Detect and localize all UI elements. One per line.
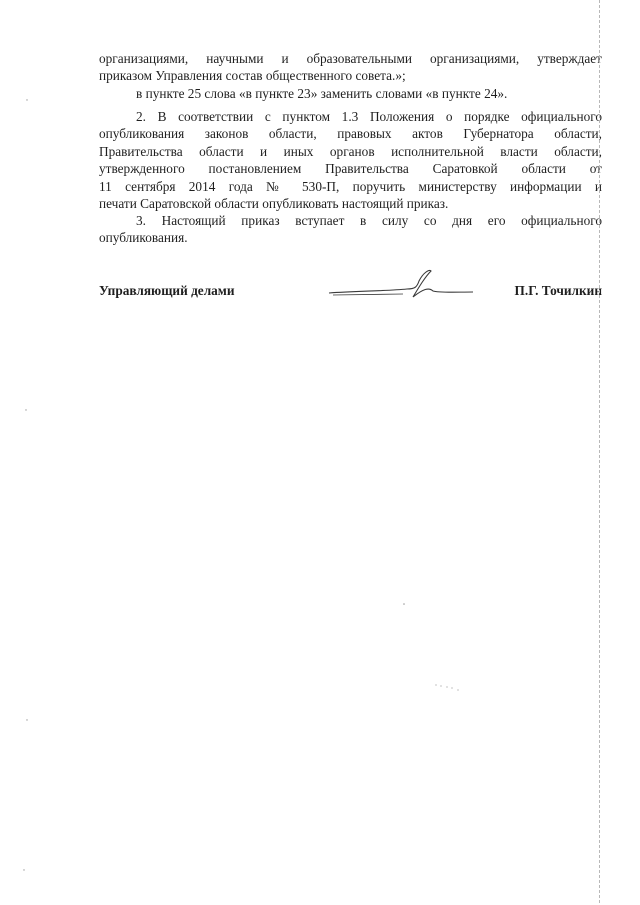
text-line: приказом Управления состав общественного совета.»;: [99, 68, 406, 84]
text-line: 3. Настоящий приказ вступает в силу со дня его официального: [136, 213, 602, 228]
text-line: опубликования законов области, правовых актов Губернатора области,: [99, 126, 602, 142]
text-line: Правительства области и иных органов исполнительной власти области,: [99, 143, 602, 159]
text-line: утвержденного постановлением Правительства Саратовкой области от: [99, 161, 602, 177]
text-line: организациями, научными и образовательными организациями, утверждает: [99, 51, 602, 66]
signatory-name: П.Г. Точилкин: [514, 283, 602, 298]
text-line: опубликования.: [99, 230, 188, 246]
text-line: 2. В соответствии с пунктом 1.3 Положения о порядке официального: [136, 109, 602, 124]
text-line: 11 сентября 2014 года № 530-П, поручить министерству информации и: [99, 178, 602, 194]
signatory-title: Управляющий делами: [99, 283, 235, 298]
text-line: в пункте 25 слова «в пункте 23» заменить словами «в пункте 24».: [136, 85, 508, 101]
text-line: печати Саратовской области опубликовать настоящий приказ.: [99, 196, 449, 212]
